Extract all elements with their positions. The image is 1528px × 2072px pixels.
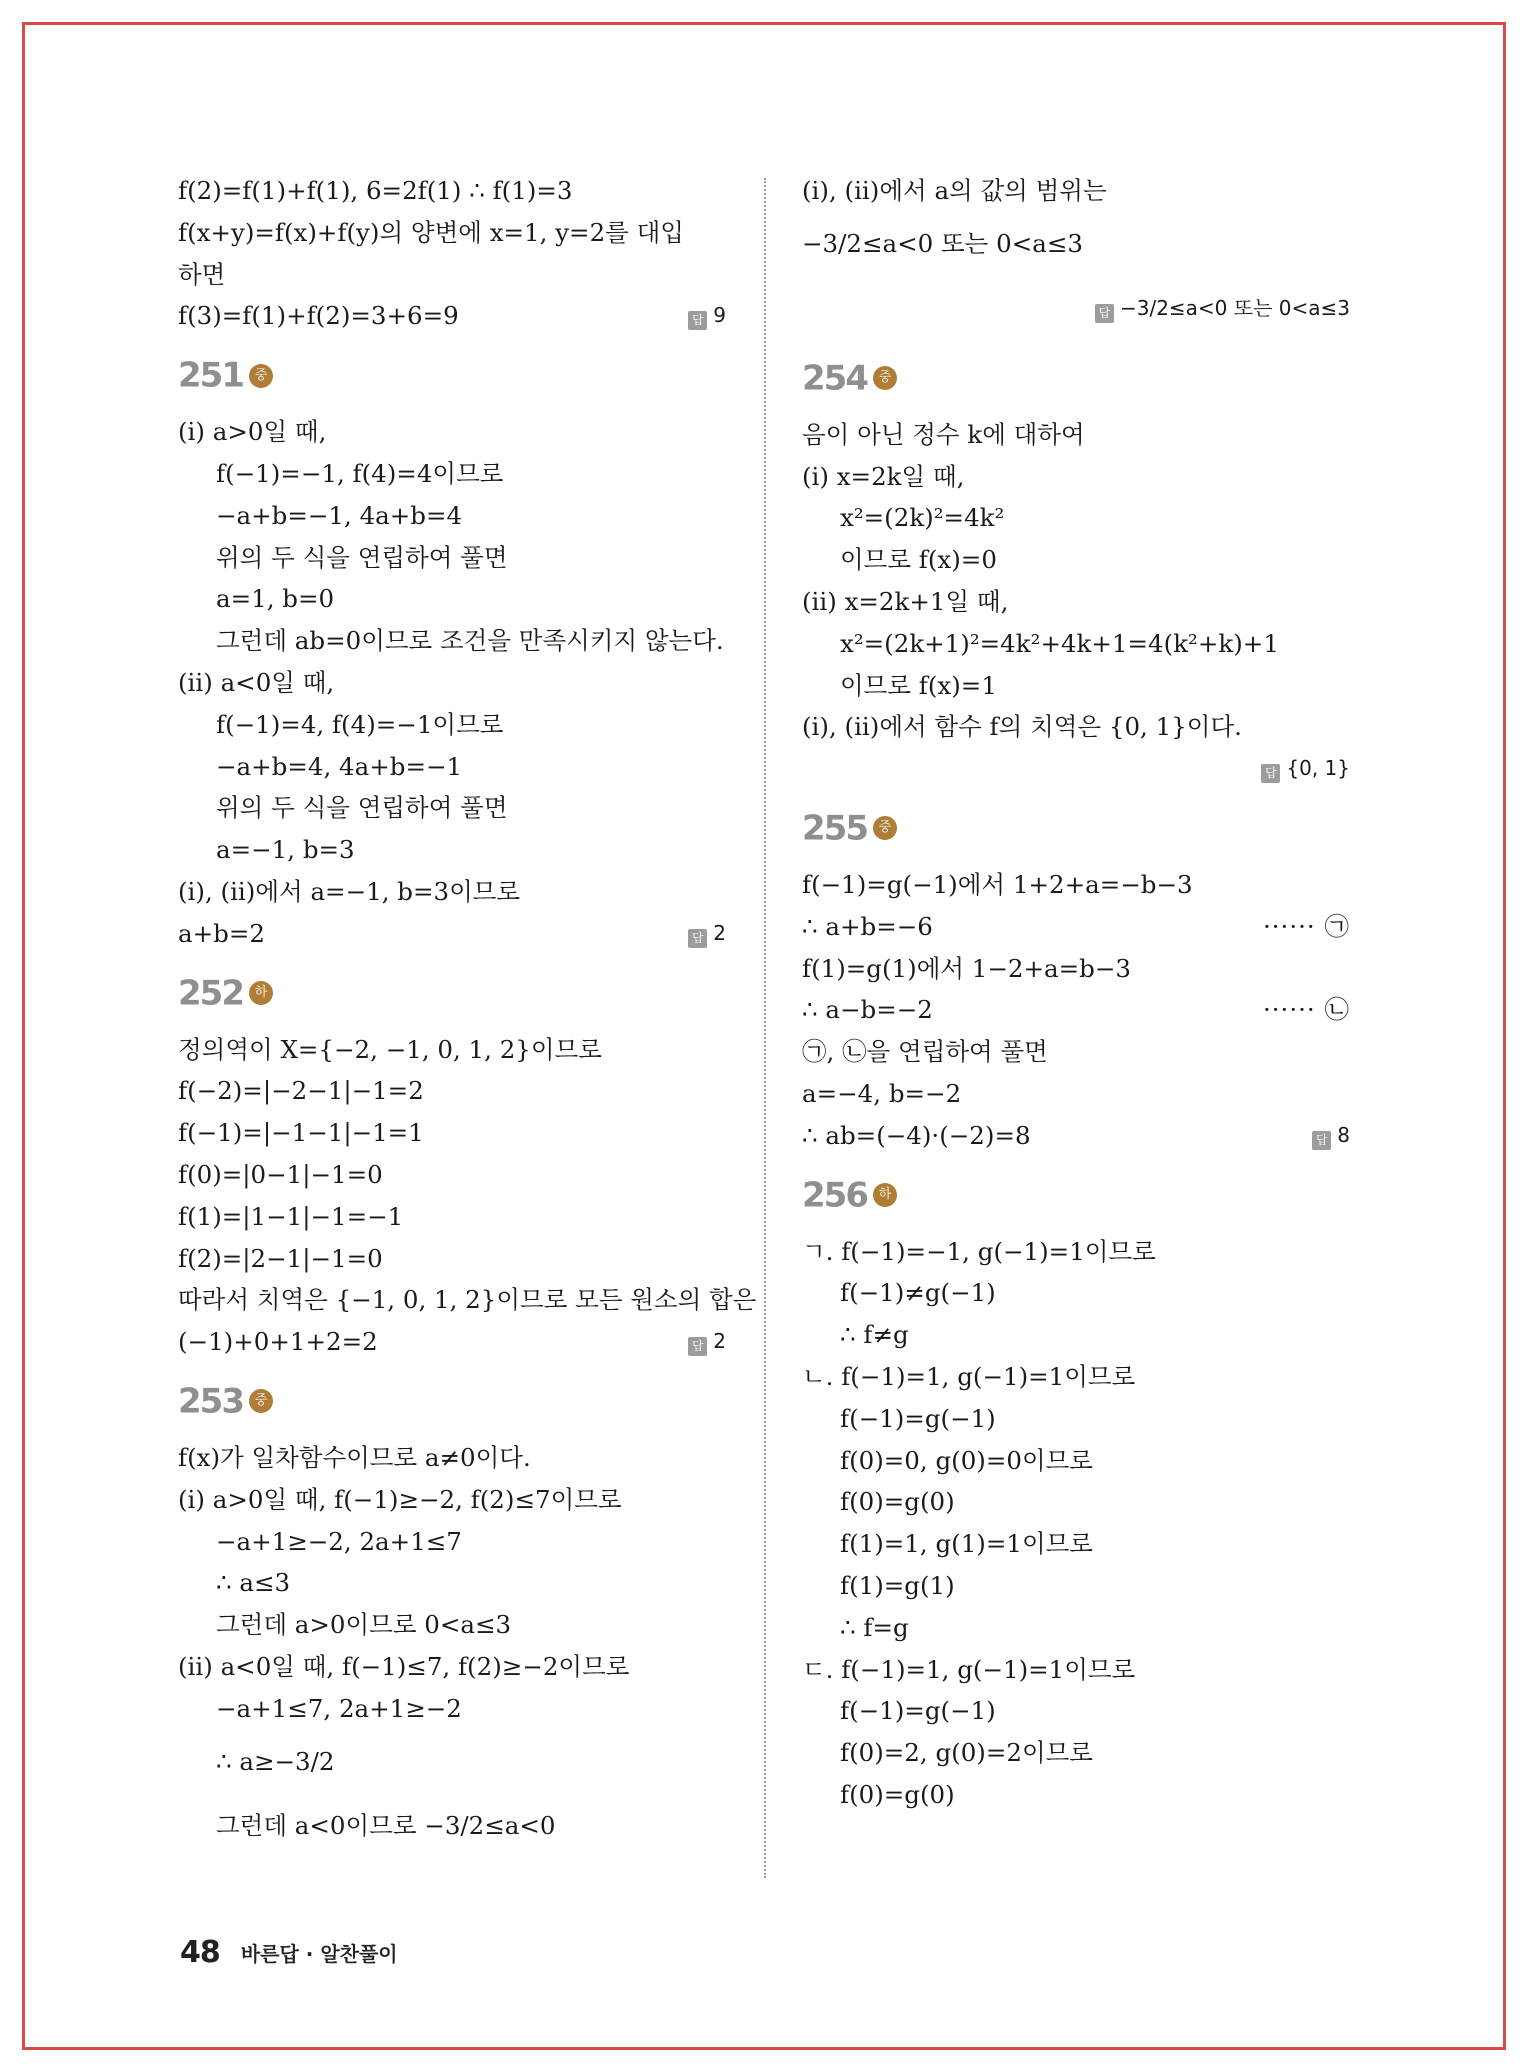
line-text: 따라서 치역은 {−1, 0, 1, 2}이므로 모든 원소의 합은: [178, 1285, 757, 1315]
line-text: ∴ a≥−3/2: [216, 1746, 335, 1776]
solution-line: [802, 1031, 1350, 1073]
line-text: ∴ a≤3: [216, 1568, 291, 1598]
line-text: f(0)=g(0): [840, 1779, 955, 1809]
line-text: ∴ ab=(−4)·(−2)=8: [802, 1120, 1031, 1150]
line-text: −a+1≥−2, 2a+1≤7: [216, 1526, 462, 1556]
line-text: f(x+y)=f(x)+f(y)의 양변에 x=1, y=2를 대입: [178, 217, 684, 247]
solution-line: [178, 411, 726, 453]
line-text: −a+b=−1, 4a+b=4: [216, 500, 463, 530]
solution-line: [178, 1437, 726, 1479]
solution-line: [802, 1115, 1350, 1157]
solution-line: [178, 871, 726, 913]
line-text: −3/2≤a<0 또는 0<a≤3: [802, 228, 1083, 258]
line-text: (i), (ii)에서 a의 값의 범위는: [802, 176, 1107, 205]
solution-line: [178, 1646, 726, 1688]
solution-line: [802, 1565, 1350, 1607]
line-text: f(−1)=g(−1): [840, 1403, 996, 1433]
difficulty-badge: 중: [873, 816, 897, 840]
solution-line: [178, 495, 726, 537]
line-text: 그런데 ab=0이므로 조건을 만족시키지 않는다.: [216, 626, 724, 656]
solution-line: [178, 212, 726, 254]
answer-box: [1095, 276, 1350, 340]
column-divider: [764, 178, 766, 1878]
solution-line: [802, 414, 1350, 456]
page-footer: [180, 1935, 398, 1970]
solution-line: [802, 1523, 1350, 1565]
line-text: a+b=2: [178, 918, 265, 948]
answer-box: [1261, 748, 1350, 790]
solution-line: [178, 1562, 726, 1604]
difficulty-badge: 중: [873, 366, 897, 390]
line-text: a=−4, b=−2: [802, 1078, 962, 1108]
solution-line: [802, 1073, 1350, 1115]
solution-line: [802, 864, 1350, 906]
solution-line: [802, 1356, 1350, 1398]
answer-box: [688, 913, 726, 955]
line-text: 이므로 f(x)=1: [840, 670, 997, 700]
line-text: 그런데 a<0이므로 −3/2≤a<0: [216, 1810, 556, 1840]
solution-line: [178, 1196, 726, 1238]
line-text: f(0)=0, g(0)=0이므로: [840, 1445, 1093, 1475]
line-text: f(−1)=−1, f(4)=4이므로: [216, 458, 504, 488]
problem-heading: [178, 337, 726, 411]
line-text: f(1)=1, g(1)=1이므로: [840, 1529, 1093, 1559]
solution-line: [178, 1112, 726, 1154]
solution-line: [802, 1607, 1350, 1649]
line-text: ∴ a+b=−6: [802, 911, 933, 941]
answer-box: [688, 295, 726, 337]
answer-value: −3/2≤a<0 또는 0<a≤3: [1119, 295, 1350, 320]
solution-line: [802, 1732, 1350, 1774]
right-column: [802, 170, 1350, 1816]
line-text: a=−1, b=3: [216, 835, 355, 865]
solution-line: [802, 1272, 1350, 1314]
solution-line: [178, 787, 726, 829]
line-text: f(1)=|1−1|−1=−1: [178, 1201, 404, 1231]
line-text: ∴ f≠g: [840, 1320, 909, 1350]
line-text: x²=(2k)²=4k²: [840, 503, 1005, 533]
line-text: ∴ f=g: [840, 1612, 909, 1642]
solution-line: [802, 1231, 1350, 1273]
line-text: (i) x=2k일 때,: [802, 461, 965, 491]
line-text: 위의 두 식을 연립하여 풀면: [216, 793, 508, 823]
solution-line: [178, 1238, 726, 1280]
solution-line: [802, 706, 1350, 748]
line-text: f(1)=g(1)에서 1−2+a=b−3: [802, 953, 1131, 983]
solution-line: [802, 1398, 1350, 1440]
line-text: 정의역이 X={−2, −1, 0, 1, 2}이므로: [178, 1034, 602, 1064]
line-text: f(2)=f(1)+f(1), 6=2f(1) ∴ f(1)=3: [178, 176, 573, 205]
solution-line: [178, 662, 726, 704]
solution-line: [802, 276, 1350, 340]
line-text: f(0)=2, g(0)=2이므로: [840, 1738, 1093, 1768]
solution-line: [178, 295, 726, 337]
problem-number: 254: [802, 358, 867, 399]
solution-line: [802, 1690, 1350, 1732]
solution-line: [802, 1649, 1350, 1691]
solution-line: [178, 1604, 726, 1646]
solution-line: [178, 1279, 757, 1321]
solution-line: [802, 665, 1350, 707]
line-text: ∴ a−b=−2: [802, 995, 933, 1025]
left-column: [178, 170, 757, 1858]
line-text: f(3)=f(1)+f(2)=3+6=9: [178, 301, 459, 331]
solution-line: [178, 1479, 726, 1521]
line-text: f(−2)=|−2−1|−1=2: [178, 1076, 424, 1106]
solution-line: [178, 704, 726, 746]
line-text: f(−1)=g(−1): [840, 1696, 996, 1726]
line-text: f(0)=g(0): [840, 1487, 955, 1517]
solution-line: [802, 1440, 1350, 1482]
line-text: 그런데 a>0이므로 0<a≤3: [216, 1610, 512, 1640]
line-text: 음이 아닌 정수 k에 대하여: [802, 419, 1085, 449]
line-text: f(x)가 일차함수이므로 a≠0이다.: [178, 1442, 531, 1472]
line-text: f(−1)=g(−1)에서 1+2+a=−b−3: [802, 869, 1193, 899]
line-text: x²=(2k+1)²=4k²+4k+1=4(k²+k)+1: [840, 628, 1279, 658]
answer-icon: 답: [1095, 304, 1114, 323]
difficulty-badge: 하: [249, 981, 273, 1005]
line-text: ㄷ. f(−1)=1, g(−1)=1이므로: [802, 1654, 1136, 1684]
line-text: ㄱ. f(−1)=−1, g(−1)=1이므로: [802, 1236, 1156, 1266]
solution-line: [178, 1521, 726, 1563]
answer-icon: 답: [1261, 764, 1280, 783]
problem-heading: [802, 790, 1350, 864]
solution-line: [178, 1730, 726, 1794]
problem-number: 251: [178, 355, 243, 396]
line-text: 하면: [178, 259, 226, 289]
problem-number: 253: [178, 1381, 243, 1422]
line-text: −a+1≤7, 2a+1≥−2: [216, 1693, 462, 1723]
line-text: f(0)=|0−1|−1=0: [178, 1159, 383, 1189]
line-text: (i), (ii)에서 a=−1, b=3이므로: [178, 876, 521, 906]
line-text: (−1)+0+1+2=2: [178, 1327, 378, 1357]
solution-line: [802, 456, 1350, 498]
solution-line: [802, 1774, 1350, 1816]
line-text: f(−1)=|−1−1|−1=1: [178, 1118, 424, 1148]
answer-box: [688, 1321, 726, 1363]
solution-line: [178, 913, 726, 955]
solution-line: [178, 578, 726, 620]
problem-heading: [802, 340, 1350, 414]
solution-line: [802, 623, 1350, 665]
line-text: 위의 두 식을 연립하여 풀면: [216, 542, 508, 572]
problem-heading: [178, 955, 726, 1029]
line-text: f(−1)≠g(−1): [840, 1278, 996, 1308]
solution-line: [178, 1794, 726, 1858]
solution-line: [802, 748, 1350, 790]
problem-number: 256: [802, 1175, 867, 1216]
difficulty-badge: 하: [873, 1183, 897, 1207]
line-text: (ii) a<0일 때,: [178, 667, 335, 697]
solution-line: [802, 581, 1350, 623]
solution-line: [802, 497, 1350, 539]
solution-line: [178, 254, 726, 296]
line-text: 이므로 f(x)=0: [840, 545, 997, 575]
book-title: 바른답 · 알찬풀이: [240, 1942, 398, 1966]
solution-line: [802, 989, 1350, 1031]
line-text: (i) a>0일 때,: [178, 417, 327, 447]
line-text: (i), (ii)에서 함수 f의 치역은 {0, 1}이다.: [802, 712, 1242, 742]
answer-value: 8: [1337, 1122, 1350, 1147]
answer-box: [1312, 1115, 1350, 1157]
problem-number: 255: [802, 808, 867, 849]
line-text: −a+b=4, 4a+b=−1: [216, 751, 463, 781]
line-text: ㉠, ㉡을 연립하여 풀면: [802, 1037, 1048, 1067]
answer-value: {0, 1}: [1286, 756, 1350, 781]
line-text: (ii) a<0일 때, f(−1)≤7, f(2)≥−2이므로: [178, 1651, 630, 1681]
solution-line: [802, 539, 1350, 581]
answer-value: 9: [713, 303, 726, 328]
equation-marker: ······ ㉠: [1262, 911, 1350, 941]
problem-number: 252: [178, 973, 243, 1014]
answer-icon: 답: [688, 1337, 707, 1356]
answer-icon: 답: [1312, 1131, 1331, 1150]
line-text: (i) a>0일 때, f(−1)≥−2, f(2)≤7이므로: [178, 1484, 622, 1514]
solution-line: [178, 1321, 726, 1363]
problem-heading: [802, 1157, 1350, 1231]
solution-line: [178, 1029, 726, 1071]
solution-line: [178, 1070, 726, 1112]
line-text: ㄴ. f(−1)=1, g(−1)=1이므로: [802, 1361, 1136, 1391]
line-text: f(−1)=4, f(4)=−1이므로: [216, 709, 504, 739]
solution-line: [802, 948, 1350, 990]
equation-marker: ······ ㉡: [1262, 995, 1350, 1025]
line-text: (ii) x=2k+1일 때,: [802, 586, 1009, 616]
solution-line: [802, 1481, 1350, 1523]
solution-line: [802, 906, 1350, 948]
solution-line: [178, 829, 726, 871]
solution-line: [178, 1154, 726, 1196]
solution-line: [802, 212, 1350, 276]
solution-line: [178, 1688, 726, 1730]
solution-line: [178, 620, 726, 662]
answer-value: 2: [713, 1329, 726, 1354]
answer-value: 2: [713, 920, 726, 945]
solution-line: [802, 1314, 1350, 1356]
solution-line: [178, 453, 726, 495]
solution-line: [178, 746, 726, 788]
difficulty-badge: 중: [249, 1389, 273, 1413]
solution-line: [178, 170, 726, 212]
line-text: f(2)=|2−1|−1=0: [178, 1243, 383, 1273]
page-number: 48: [180, 1935, 220, 1970]
difficulty-badge: 중: [249, 364, 273, 388]
answer-icon: 답: [688, 311, 707, 330]
line-text: f(1)=g(1): [840, 1570, 955, 1600]
line-text: a=1, b=0: [216, 584, 335, 614]
problem-heading: [178, 1363, 726, 1437]
solution-line: [802, 170, 1350, 212]
solution-line: [178, 537, 726, 579]
answer-icon: 답: [688, 929, 707, 948]
